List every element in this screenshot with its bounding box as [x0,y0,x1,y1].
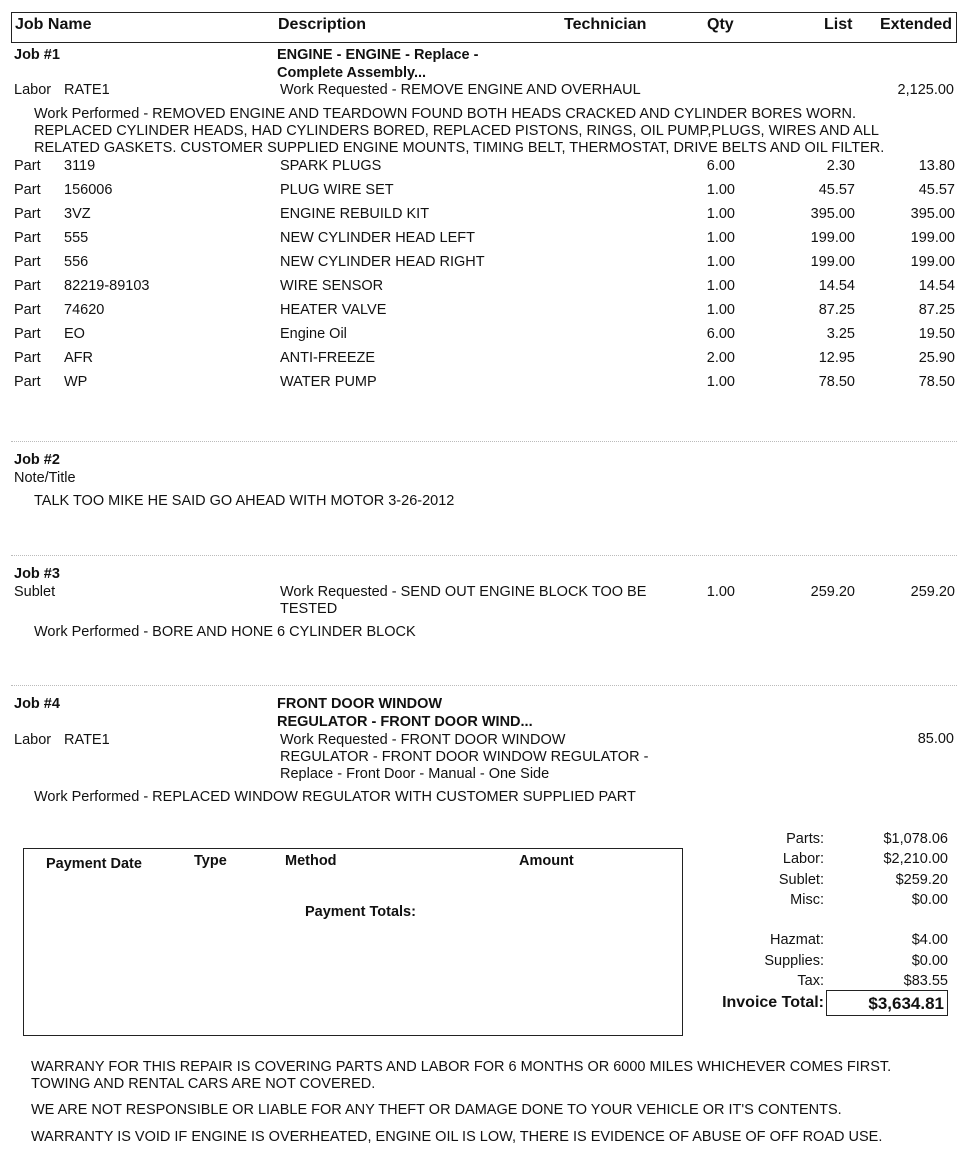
part-type: Part [14,230,41,246]
part-number: 555 [64,230,89,246]
tax-total-label: Tax: [797,973,824,989]
parts-total-value: $1,078.06 [883,831,948,847]
part-type: Part [14,326,41,342]
part-row [0,182,964,204]
header-description: Description [278,16,367,33]
part-number: WP [64,374,88,390]
labor-total-label: Labor: [782,851,824,867]
header-technician: Technician [564,16,647,33]
part-extended: 395.00 [910,206,955,222]
job4-work-requested-3: Replace - Front Door - Manual - One Side [280,766,550,782]
labor-total-value: $2,210.00 [883,851,948,867]
part-extended: 78.50 [918,374,955,390]
job2-title: Job #2 [14,452,60,468]
part-extended: 13.80 [918,158,955,174]
part-description: NEW CYLINDER HEAD LEFT [280,230,475,246]
job3-type: Sublet [14,584,56,600]
liability-text: WE ARE NOT RESPONSIBLE OR LIABLE FOR ANY THEFT OR DAMAGE DONE TO YOUR VEHICLE OR IT'S CONTENTS. [31,1102,842,1118]
part-number: EO [64,326,85,342]
job1-work-requested: Work Requested - REMOVE ENGINE AND OVERHAUL [280,82,641,98]
part-extended: 199.00 [910,254,955,270]
part-type: Part [14,182,41,198]
misc-total-label: Misc: [790,892,824,908]
job4-title: Job #4 [14,696,60,712]
part-number: 3119 [64,158,96,174]
part-row [0,350,964,372]
part-description: PLUG WIRE SET [280,182,394,198]
part-extended: 199.00 [910,230,955,246]
invoice-total-value: $3,634.81 [868,994,944,1013]
part-list: 2.30 [826,158,855,174]
job3-work-performed: Work Performed - BORE AND HONE 6 CYLINDER BLOCK [34,624,416,640]
part-list: 78.50 [818,374,855,390]
job4-work-requested-2: REGULATOR - FRONT DOOR WINDOW REGULATOR - [280,749,649,765]
part-list: 3.25 [826,326,855,342]
part-number: 74620 [64,302,105,318]
part-qty: 1.00 [706,230,735,246]
part-number: 156006 [64,182,113,198]
part-qty: 6.00 [706,158,735,174]
job3-list: 259.20 [810,584,855,600]
job4-labor-type: Labor [14,732,52,748]
header-qty: Qty [707,16,734,33]
header-job-name: Job Name [15,16,92,33]
column-header-bar [11,12,957,43]
part-number: AFR [64,350,93,366]
part-list: 14.54 [818,278,855,294]
part-type: Part [14,158,41,174]
sublet-total-label: Sublet: [778,872,824,888]
sublet-total-value: $259.20 [895,872,948,888]
part-row [0,230,964,252]
job1-work-performed-3: RELATED GASKETS. CUSTOMER SUPPLIED ENGINE MOUNTS, TIMING BELT, THERMOSTAT, DRIVE BELTS AND OIL FILTER. [34,140,885,156]
job-separator [11,685,957,686]
part-description: ANTI-FREEZE [280,350,376,366]
part-description: ENGINE REBUILD KIT [280,206,430,222]
part-extended: 25.90 [918,350,955,366]
part-type: Part [14,206,41,222]
supplies-total-value: $0.00 [911,953,948,969]
part-row [0,278,964,300]
part-description: WIRE SENSOR [280,278,384,294]
part-extended: 14.54 [918,278,955,294]
job-separator [11,441,957,442]
payment-box [23,848,683,1036]
part-qty: 1.00 [706,302,735,318]
part-extended: 87.25 [918,302,955,318]
part-qty: 1.00 [706,278,735,294]
warranty-void-text: WARRANTY IS VOID IF ENGINE IS OVERHEATED, ENGINE OIL IS LOW, THERE IS EVIDENCE OF ABUSE OF OFF ROAD USE. [31,1129,883,1145]
payment-date-header: Payment Date [46,856,142,872]
part-list: 199.00 [810,254,855,270]
part-number: 82219-89103 [64,278,150,294]
payment-method-header: Method [285,853,337,869]
part-row [0,374,964,396]
supplies-total-label: Supplies: [764,953,824,969]
job4-desc-line2: REGULATOR - FRONT DOOR WIND... [277,714,533,730]
job3-work-requested-1: Work Requested - SEND OUT ENGINE BLOCK TOO BE [280,584,647,600]
part-qty: 1.00 [706,182,735,198]
job1-labor-extended: 2,125.00 [897,82,954,98]
job3-extended: 259.20 [910,584,955,600]
header-extended: Extended [880,16,953,33]
hazmat-total-label: Hazmat: [770,932,824,948]
job4-desc-line1: FRONT DOOR WINDOW [277,696,443,712]
job-separator [11,555,957,556]
part-row [0,206,964,228]
part-qty: 2.00 [706,350,735,366]
part-qty: 1.00 [706,206,735,222]
job1-title: Job #1 [14,47,60,63]
job1-labor-type: Labor [14,82,52,98]
part-qty: 1.00 [706,374,735,390]
job1-desc-line2: Complete Assembly... [277,65,427,81]
part-number: 3VZ [64,206,91,222]
part-description: SPARK PLUGS [280,158,382,174]
job3-qty: 1.00 [706,584,735,600]
part-type: Part [14,302,41,318]
part-extended: 45.57 [918,182,955,198]
part-type: Part [14,350,41,366]
payment-totals-label: Payment Totals: [305,904,416,920]
job4-work-requested-1: Work Requested - FRONT DOOR WINDOW [280,732,566,748]
part-description: HEATER VALVE [280,302,387,318]
part-list: 87.25 [818,302,855,318]
job4-extended: 85.00 [917,731,954,747]
payment-amount-header: Amount [519,853,574,869]
job1-work-performed-1: Work Performed - REMOVED ENGINE AND TEARDOWN FOUND BOTH HEADS CRACKED AND CYLINDER BORES WORN. [34,106,857,122]
tax-total-value: $83.55 [903,973,948,989]
part-qty: 6.00 [706,326,735,342]
payment-type-header: Type [194,853,227,869]
part-row [0,302,964,324]
part-description: WATER PUMP [280,374,377,390]
misc-total-value: $0.00 [911,892,948,908]
part-list: 45.57 [818,182,855,198]
job3-work-requested-2: TESTED [280,601,338,617]
part-list: 12.95 [818,350,855,366]
part-row [0,158,964,180]
warranty-text-1: WARRANY FOR THIS REPAIR IS COVERING PARTS AND LABOR FOR 6 MONTHS OR 6000 MILES WHICHEVER COMES FIRST. [31,1059,892,1075]
job1-work-performed-2: REPLACED CYLINDER HEADS, HAD CYLINDERS BORED, REPLACED PISTONS, RINGS, OIL PUMP,PLUGS, WIRES AND ALL [34,123,879,139]
part-qty: 1.00 [706,254,735,270]
job4-work-performed: Work Performed - REPLACED WINDOW REGULATOR WITH CUSTOMER SUPPLIED PART [34,789,636,805]
part-list: 199.00 [810,230,855,246]
job1-labor-rate: RATE1 [64,82,110,98]
part-extended: 19.50 [918,326,955,342]
part-row [0,326,964,348]
job4-labor-rate: RATE1 [64,732,110,748]
job1-desc-line1: ENGINE - ENGINE - Replace - [277,47,479,63]
part-type: Part [14,278,41,294]
job3-title: Job #3 [14,566,60,582]
header-list: List [824,16,853,33]
job2-note: TALK TOO MIKE HE SAID GO AHEAD WITH MOTOR 3-26-2012 [34,493,455,509]
warranty-text-2: TOWING AND RENTAL CARS ARE NOT COVERED. [31,1076,376,1092]
part-type: Part [14,374,41,390]
parts-total-label: Parts: [786,831,824,847]
part-description: Engine Oil [280,326,347,342]
part-type: Part [14,254,41,270]
hazmat-total-value: $4.00 [911,932,948,948]
part-row [0,254,964,276]
invoice-total-label: Invoice Total: [722,994,824,1011]
part-number: 556 [64,254,89,270]
part-list: 395.00 [810,206,855,222]
part-description: NEW CYLINDER HEAD RIGHT [280,254,485,270]
job2-subtitle: Note/Title [14,470,76,486]
